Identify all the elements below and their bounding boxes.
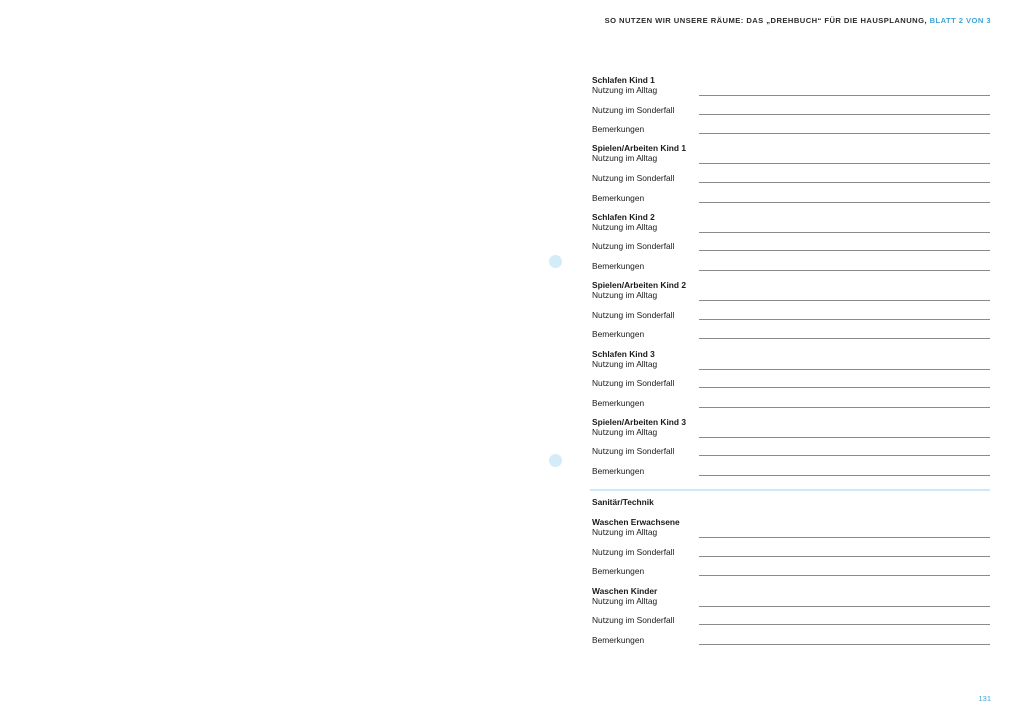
field-row-alltag xyxy=(592,290,990,300)
field-label: Nutzung im Sonderfall xyxy=(592,241,675,252)
field-row-alltag xyxy=(592,222,990,232)
write-in-line[interactable] xyxy=(699,475,990,476)
form-group xyxy=(592,517,990,585)
field-label: Nutzung im Sonderfall xyxy=(592,378,675,389)
write-in-line[interactable] xyxy=(699,270,990,271)
field-row-sonderfall xyxy=(592,163,990,183)
section-divider xyxy=(592,485,990,507)
field-label: Nutzung im Alltag xyxy=(592,290,658,301)
field-label: Nutzung im Alltag xyxy=(592,85,658,95)
field-label: Bemerkungen xyxy=(592,466,645,477)
sanitary-section xyxy=(592,517,990,654)
field-row-bemerkungen xyxy=(592,456,990,476)
room-usage-form xyxy=(592,75,990,654)
group-title: Waschen Erwachsene xyxy=(592,517,680,528)
group-title: Schlafen Kind 2 xyxy=(592,211,655,222)
field-row-sonderfall xyxy=(592,95,990,115)
field-row-alltag xyxy=(592,359,990,369)
field-row-bemerkungen xyxy=(592,625,990,645)
children-rooms-section xyxy=(592,75,990,485)
section-rule xyxy=(590,489,990,491)
group-title: Schlafen Kind 1 xyxy=(592,75,655,85)
form-group xyxy=(592,212,990,280)
group-title: Waschen Kinder xyxy=(592,585,658,596)
field-row-alltag xyxy=(592,596,990,606)
field-label: Nutzung im Alltag xyxy=(592,595,658,606)
field-row-sonderfall xyxy=(592,300,990,320)
field-label: Bemerkungen xyxy=(592,260,645,271)
form-group xyxy=(592,280,990,348)
form-group xyxy=(592,417,990,485)
field-row-bemerkungen xyxy=(592,251,990,271)
write-in-line[interactable] xyxy=(699,644,990,645)
header-sheet-indicator: BLATT 2 VON 3 xyxy=(929,16,991,25)
write-in-line[interactable] xyxy=(699,407,990,408)
field-label: Bemerkungen xyxy=(592,634,645,645)
write-in-line[interactable] xyxy=(699,133,990,134)
field-label: Nutzung im Alltag xyxy=(592,426,658,437)
field-label: Nutzung im Alltag xyxy=(592,527,658,538)
field-label: Bemerkungen xyxy=(592,192,645,203)
form-group xyxy=(592,75,990,143)
group-title: Spielen/Arbeiten Kind 1 xyxy=(592,143,687,154)
field-row-sonderfall xyxy=(592,369,990,389)
field-row-bemerkungen xyxy=(592,557,990,577)
field-row-bemerkungen xyxy=(592,183,990,203)
page-number: 131 xyxy=(978,694,991,703)
field-row-sonderfall xyxy=(592,606,990,626)
field-row-sonderfall xyxy=(592,437,990,457)
section-title: Sanitär/Technik xyxy=(592,497,654,508)
field-label: Nutzung im Sonderfall xyxy=(592,172,675,183)
binding-hole-marker xyxy=(549,454,562,467)
field-row-alltag xyxy=(592,427,990,437)
field-label: Bemerkungen xyxy=(592,124,645,135)
field-label: Bemerkungen xyxy=(592,397,645,408)
binding-hole-marker xyxy=(549,255,562,268)
field-label: Nutzung im Sonderfall xyxy=(592,615,675,626)
field-row-sonderfall xyxy=(592,537,990,557)
field-label: Nutzung im Sonderfall xyxy=(592,446,675,457)
group-title: Spielen/Arbeiten Kind 3 xyxy=(592,416,687,427)
field-row-bemerkungen xyxy=(592,115,990,135)
form-group xyxy=(592,586,990,654)
write-in-line[interactable] xyxy=(699,338,990,339)
form-group xyxy=(592,143,990,211)
group-title: Schlafen Kind 3 xyxy=(592,348,655,359)
field-label: Nutzung im Alltag xyxy=(592,358,658,369)
header-text: SO NUTZEN WIR UNSERE RÄUME: DAS „DREHBUCH“ FÜR DIE HAUSPLANUNG, xyxy=(604,16,928,25)
field-label: Nutzung im Sonderfall xyxy=(592,309,675,320)
field-row-alltag xyxy=(592,153,990,163)
write-in-line[interactable] xyxy=(699,575,990,576)
field-label: Nutzung im Alltag xyxy=(592,153,658,164)
field-row-bemerkungen xyxy=(592,320,990,340)
field-row-sonderfall xyxy=(592,232,990,252)
field-label: Nutzung im Sonderfall xyxy=(592,546,675,557)
field-label: Nutzung im Sonderfall xyxy=(592,104,675,115)
field-row-alltag xyxy=(592,85,990,95)
write-in-line[interactable] xyxy=(699,202,990,203)
running-header xyxy=(605,16,991,25)
field-row-bemerkungen xyxy=(592,388,990,408)
field-label: Bemerkungen xyxy=(592,329,645,340)
group-title: Spielen/Arbeiten Kind 2 xyxy=(592,280,687,291)
field-label: Nutzung im Alltag xyxy=(592,221,658,232)
form-group xyxy=(592,349,990,417)
field-label: Bemerkungen xyxy=(592,566,645,577)
field-row-alltag xyxy=(592,527,990,537)
